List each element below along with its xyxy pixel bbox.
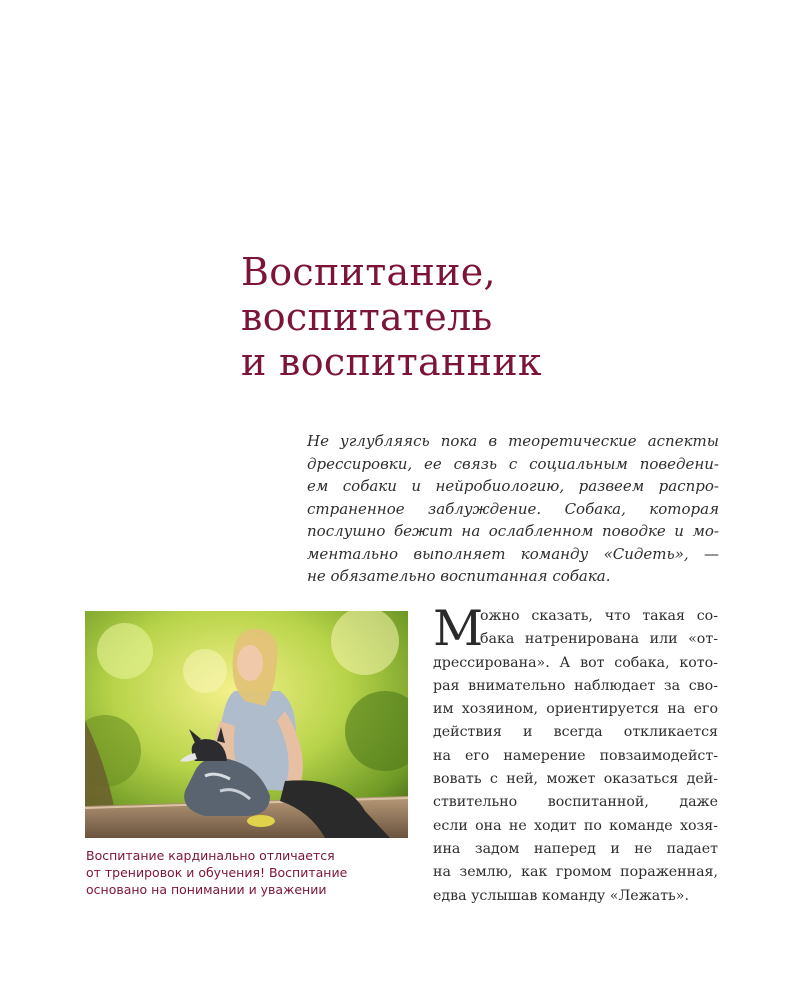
lead-line: Не углубляясь пока в теоретические аспекты bbox=[307, 432, 719, 450]
body-line: если она не ходит по команде хозя- bbox=[433, 817, 718, 834]
caption-line: основано на понимании и уважении bbox=[86, 882, 327, 897]
body-line: ствительно воспитанной, даже bbox=[433, 794, 718, 811]
lead-line: послушно бежит на ослабленном поводке и мо- bbox=[307, 522, 719, 540]
drop-cap: М bbox=[433, 600, 484, 657]
caption-line: Воспитание кардинально отличается bbox=[86, 848, 335, 863]
body-line: на его намерение повзаимодейст- bbox=[433, 747, 718, 764]
body-line: ожно сказать, что такая со- bbox=[480, 608, 718, 624]
chapter-title bbox=[241, 250, 761, 385]
title-line: и воспитанник bbox=[241, 340, 542, 384]
lead-line: дрессировки, ее связь с социальным поведени- bbox=[307, 454, 719, 473]
title-line: Воспитание, bbox=[241, 250, 496, 294]
lead-paragraph bbox=[307, 430, 719, 588]
body-line: едва услышав команду «Лежать». bbox=[433, 887, 689, 904]
caption-line: от тренировок и обучения! Воспитание bbox=[86, 865, 348, 880]
body-line: вовать с ней, может оказаться дей- bbox=[433, 771, 718, 788]
woman-with-dog-photo bbox=[85, 611, 408, 838]
lead-line: ем собаки и нейробиологию, развеем распро- bbox=[307, 477, 719, 495]
body-line: ина задом наперед и не падает bbox=[433, 840, 718, 857]
body-paragraph bbox=[433, 600, 718, 908]
body-line: действия и всегда откликается bbox=[433, 724, 718, 741]
title-line: воспитатель bbox=[241, 295, 493, 339]
body-line: рая внимательно наблюдает за сво- bbox=[433, 677, 718, 694]
body-line: на землю, как громом пораженная, bbox=[433, 864, 718, 881]
body-line: дрессирована». А вот собака, кото- bbox=[433, 654, 718, 671]
lead-line: страненное заблуждение. Собака, которая bbox=[307, 499, 719, 518]
lead-line: ментально выполняет команду «Сидеть», — bbox=[307, 544, 719, 563]
body-line: им хозяином, ориентируется на его bbox=[433, 701, 718, 718]
photo-caption bbox=[86, 847, 406, 898]
body-line: бака натренирована или «от- bbox=[480, 631, 718, 648]
lead-line: не обязательно воспитанная собака. bbox=[307, 567, 611, 585]
